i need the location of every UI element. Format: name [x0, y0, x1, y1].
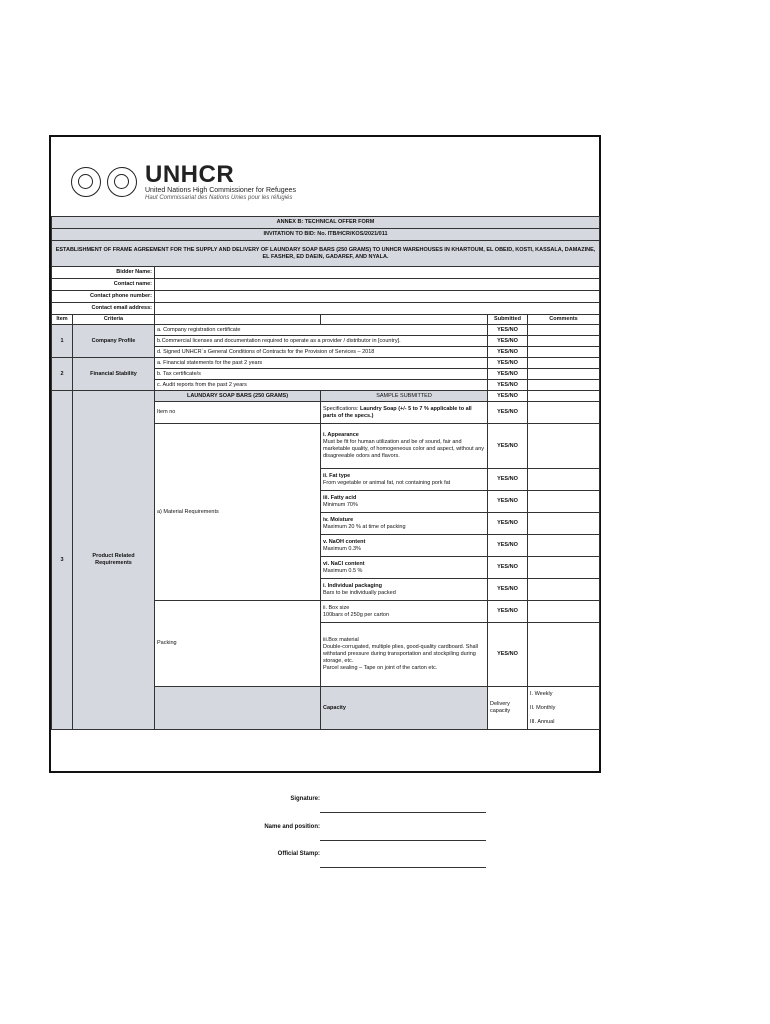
invitation-title: INVITATION TO BID: No. ITB/HCR/KOS/2021/011 — [52, 229, 600, 241]
comment-cell[interactable] — [528, 336, 600, 347]
item-2-number: 2 — [52, 358, 73, 391]
comment-cell[interactable] — [528, 557, 600, 579]
specifications-cell: Specifications: Laundry Soap (+/- 5 to 7 % applicable to all parts of the specs.) — [321, 402, 488, 424]
item-1a: a. Company registration certificate — [155, 325, 488, 336]
fat-type-cell: ii. Fat type From vegetable or animal fat, not containing pork fat — [321, 469, 488, 491]
name-position-line[interactable] — [320, 840, 486, 841]
sample-submitted-header: SAMPLE SUBMITTED — [321, 391, 488, 402]
item-no-label: Item no — [155, 402, 321, 424]
appearance-cell: i. Appearance Must be fit for human utilization and be of sound, fair and marketable quality, of homogeneous color and aspect, without any disagreeable odors and flavors. — [321, 424, 488, 469]
yes-no-cell[interactable]: YES/NO — [488, 336, 528, 347]
comment-cell[interactable] — [528, 601, 600, 623]
offer-table — [51, 216, 600, 730]
material-requirements-label: a) Material Requirements — [155, 424, 321, 601]
yes-no-cell[interactable]: YES/NO — [488, 424, 528, 469]
laundary-soap-header: LAUNDARY SOAP BARS (250 GRAMS) — [155, 391, 321, 402]
item-1d: d. Signed UNHCR´s General Conditions of Contracts for the Provision of Services – 2018 — [155, 347, 488, 358]
item-1b: b.Commercial licenses and documentation required to operate as a provider / distributor in [country]. — [155, 336, 488, 347]
comment-cell[interactable] — [528, 369, 600, 380]
contact-phone-label: Contact phone number: — [52, 291, 155, 303]
comment-cell[interactable] — [528, 347, 600, 358]
yes-no-cell[interactable]: YES/NO — [488, 601, 528, 623]
box-material-cell: iii.Box material Double-corrugated, multiple plies, good-quality cardboard. Shall withstand pressure during transportation and stockpiling during storage, etc. Parcel sealing – Tape on joint of the carton etc. — [321, 623, 488, 687]
comments-header: Comments — [528, 315, 600, 325]
item-1-name: Company Profile — [73, 325, 155, 358]
un-emblem-icon — [71, 167, 101, 197]
contact-name-label: Contact name: — [52, 279, 155, 291]
capacity-label: Capacity — [321, 687, 488, 730]
nacl-content-cell: vi. NaCl content Maximum 0.5 % — [321, 557, 488, 579]
submitted-header: Submitted — [488, 315, 528, 325]
signature-line[interactable] — [320, 812, 486, 813]
comment-cell[interactable] — [528, 469, 600, 491]
official-stamp-line[interactable] — [320, 867, 486, 868]
logo-name: UNHCR — [145, 160, 235, 188]
yes-no-cell[interactable]: YES/NO — [488, 380, 528, 391]
yes-no-cell[interactable]: YES/NO — [488, 557, 528, 579]
name-position-label: Name and position: — [264, 824, 320, 830]
item-3-number: 3 — [52, 391, 73, 730]
yes-no-cell[interactable]: YES/NO — [488, 325, 528, 336]
technical-offer-form — [49, 135, 601, 773]
yes-no-cell[interactable]: YES/NO — [488, 402, 528, 424]
item-2-name: Financial Stability — [73, 358, 155, 391]
yes-no-cell[interactable]: YES/NO — [488, 347, 528, 358]
comment-cell[interactable] — [528, 380, 600, 391]
item-3-name: Product Related Requirements — [73, 391, 155, 730]
naoh-content-cell: v. NaOH content Maximum 0.3% — [321, 535, 488, 557]
official-stamp-label: Official Stamp: — [277, 851, 320, 857]
packing-label: Packing — [155, 601, 321, 687]
contact-email-field[interactable] — [155, 303, 600, 315]
box-size-cell: ii. Box size 100bars of 250g per carton — [321, 601, 488, 623]
unhcr-logo — [71, 162, 296, 202]
comment-cell[interactable] — [528, 579, 600, 601]
yes-no-cell[interactable]: YES/NO — [488, 369, 528, 380]
comment-cell[interactable] — [528, 358, 600, 369]
criteria-header: Criteria — [73, 315, 155, 325]
comment-cell[interactable] — [528, 491, 600, 513]
delivery-capacity-label: Delivery capacity — [488, 687, 528, 730]
item-2b: b. Tax certificate/s — [155, 369, 488, 380]
comment-cell[interactable] — [528, 391, 600, 402]
item-header: Item — [52, 315, 73, 325]
comment-cell[interactable] — [528, 424, 600, 469]
yes-no-cell[interactable]: YES/NO — [488, 513, 528, 535]
comment-cell[interactable] — [528, 325, 600, 336]
logo-subtitle-fr: Haut Commissariat des Nations Unies pour les réfugiés — [145, 194, 293, 201]
delivery-options: I. Weekly II. Monthly III. Annual — [528, 687, 600, 730]
comment-cell[interactable] — [528, 535, 600, 557]
yes-no-cell[interactable]: YES/NO — [488, 358, 528, 369]
unhcr-emblem-icon — [107, 167, 137, 197]
contact-name-field[interactable] — [155, 279, 600, 291]
yes-no-cell[interactable]: YES/NO — [488, 623, 528, 687]
comment-cell[interactable] — [528, 402, 600, 424]
item-2c: c. Audit reports from the past 2 years — [155, 380, 488, 391]
moisture-cell: iv. Moisture Maximum 20 % at time of packing — [321, 513, 488, 535]
item-1-number: 1 — [52, 325, 73, 358]
yes-no-cell[interactable]: YES/NO — [488, 391, 528, 402]
establishment-title: ESTABLISHMENT OF FRAME AGREEMENT FOR THE SUPPLY AND DELIVERY OF LAUNDARY SOAP BARS (250 GRAMS) TO UNHCR WAREHOUSES IN KHARTOUM, EL OBEID, KOSTI, KASSALA, DAMAZINE, EL FASHER, ED DAEIN, GADAREF, AND NYALA. — [52, 241, 600, 267]
individual-packaging-cell: i. Individual packaging Bars to be individually packed — [321, 579, 488, 601]
bidder-name-label: Bidder Name: — [52, 267, 155, 279]
logo-subtitle: United Nations High Commissioner for Refugees — [145, 186, 296, 194]
signature-label: Signature: — [290, 796, 320, 802]
bidder-name-field[interactable] — [155, 267, 600, 279]
yes-no-cell[interactable]: YES/NO — [488, 469, 528, 491]
contact-phone-field[interactable] — [155, 291, 600, 303]
item-2a: a. Financial statements for the past 2 years — [155, 358, 488, 369]
comment-cell[interactable] — [528, 623, 600, 687]
contact-email-label: Contact email address: — [52, 303, 155, 315]
fatty-acid-cell: iii. Fatty acid Minimum 70% — [321, 491, 488, 513]
yes-no-cell[interactable]: YES/NO — [488, 491, 528, 513]
yes-no-cell[interactable]: YES/NO — [488, 579, 528, 601]
annex-title: ANNEX B: TECHNICAL OFFER FORM — [52, 217, 600, 229]
comment-cell[interactable] — [528, 513, 600, 535]
yes-no-cell[interactable]: YES/NO — [488, 535, 528, 557]
